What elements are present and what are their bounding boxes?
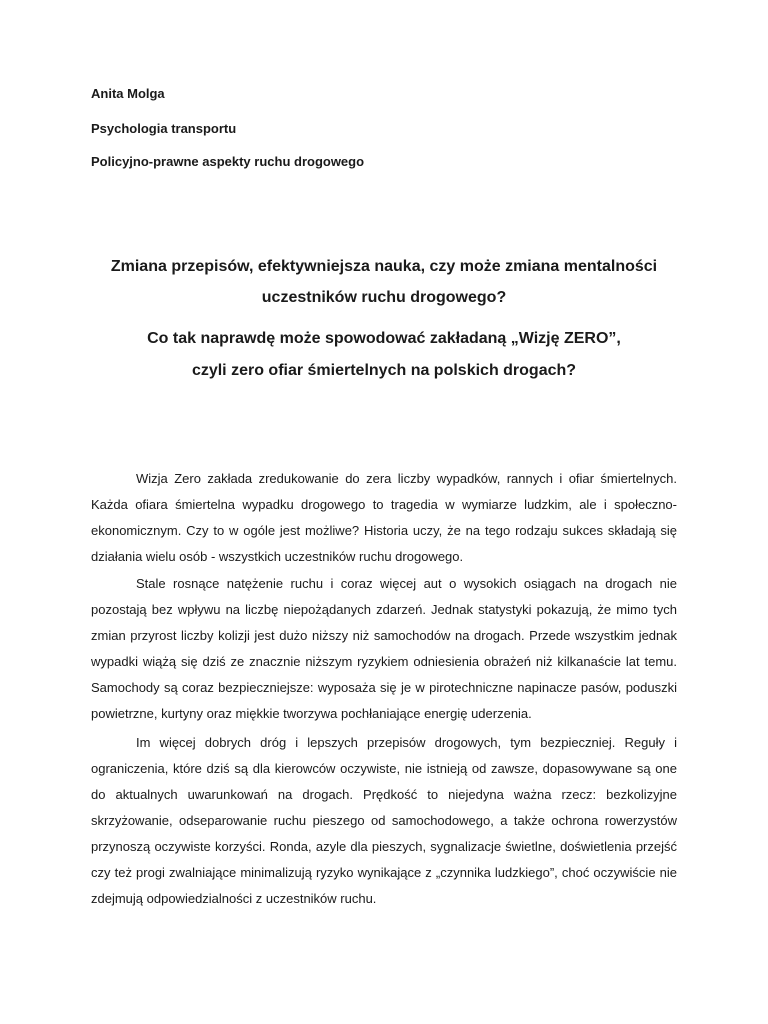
course-topic: Policyjno-prawne aspekty ruchu drogowego <box>91 154 365 169</box>
title-line-3: Co tak naprawdę może spowodować zakładaną „Wizję ZERO”, <box>147 330 621 347</box>
author-name: Anita Molga <box>91 86 165 101</box>
paragraph-1: Wizja Zero zakłada zredukowanie do zera liczby wypadków, rannych i ofiar śmiertelnych. Każda ofiara śmiertelna wypadku drogowego to tragedia w wymiarze ludzkim, ale i społeczno-ekonomicznym. Czy to w ogóle jest możliwe? Historia uczy, że na tego rodzaju sukces składają się działania wielu osób - wszystkich uczestników ruchu drogowego. <box>91 471 677 564</box>
course-subject: Psychologia transportu <box>91 121 237 136</box>
title-line-2: uczestników ruchu drogowego? <box>261 289 507 306</box>
paragraph-2: Stale rosnące natężenie ruchu i coraz więcej aut o wysokich osiągach na drogach nie pozostają bez wpływu na liczbę niepożądanych zdarzeń. Jednak statystyki pokazują, że mimo tych zmian przyrost liczby kolizji jest dużo niższy niż samochodów na drogach. Przede wszystkim jednak wypadki wiążą się dziś ze znacznie niższym ryzykiem odniesienia obrażeń niż kilkanaście lat temu. Samochody są coraz bezpieczniejsze: wyposaża się je w pirotechniczne napinacze pasów, poduszki powietrzne, kurtyny oraz miękkie tworzywa pochłaniające energię uderzenia. <box>91 576 677 721</box>
title-line-4: czyli zero ofiar śmiertelnych na polskich drogach? <box>191 362 577 379</box>
paragraph-3: Im więcej dobrych dróg i lepszych przepisów drogowych, tym bezpieczniej. Reguły i ograniczenia, które dziś są dla kierowców oczywiste, nie istnieją od zawsze, dopasowywane są one do aktualnych uwarunkowań na drogach. Prędkość to niejedyna ważna rzecz: bezkolizyjne skrzyżowanie, odseparowanie ruchu pieszego od samochodowego, a także ochrona rowerzystów przynoszą oczywiste korzyści. Ronda, azyle dla pieszych, sygnalizacje świetlne, doświetlenia przejść czy też progi zwalniające minimalizują ryzyko wynikające z „czynnika ludzkiego”, choć oczywiście nie zdejmują odpowiedzialności z uczestników ruchu. <box>91 735 677 906</box>
title-line-1: Zmiana przepisów, efektywniejsza nauka, czy może zmiana mentalności <box>110 258 658 275</box>
